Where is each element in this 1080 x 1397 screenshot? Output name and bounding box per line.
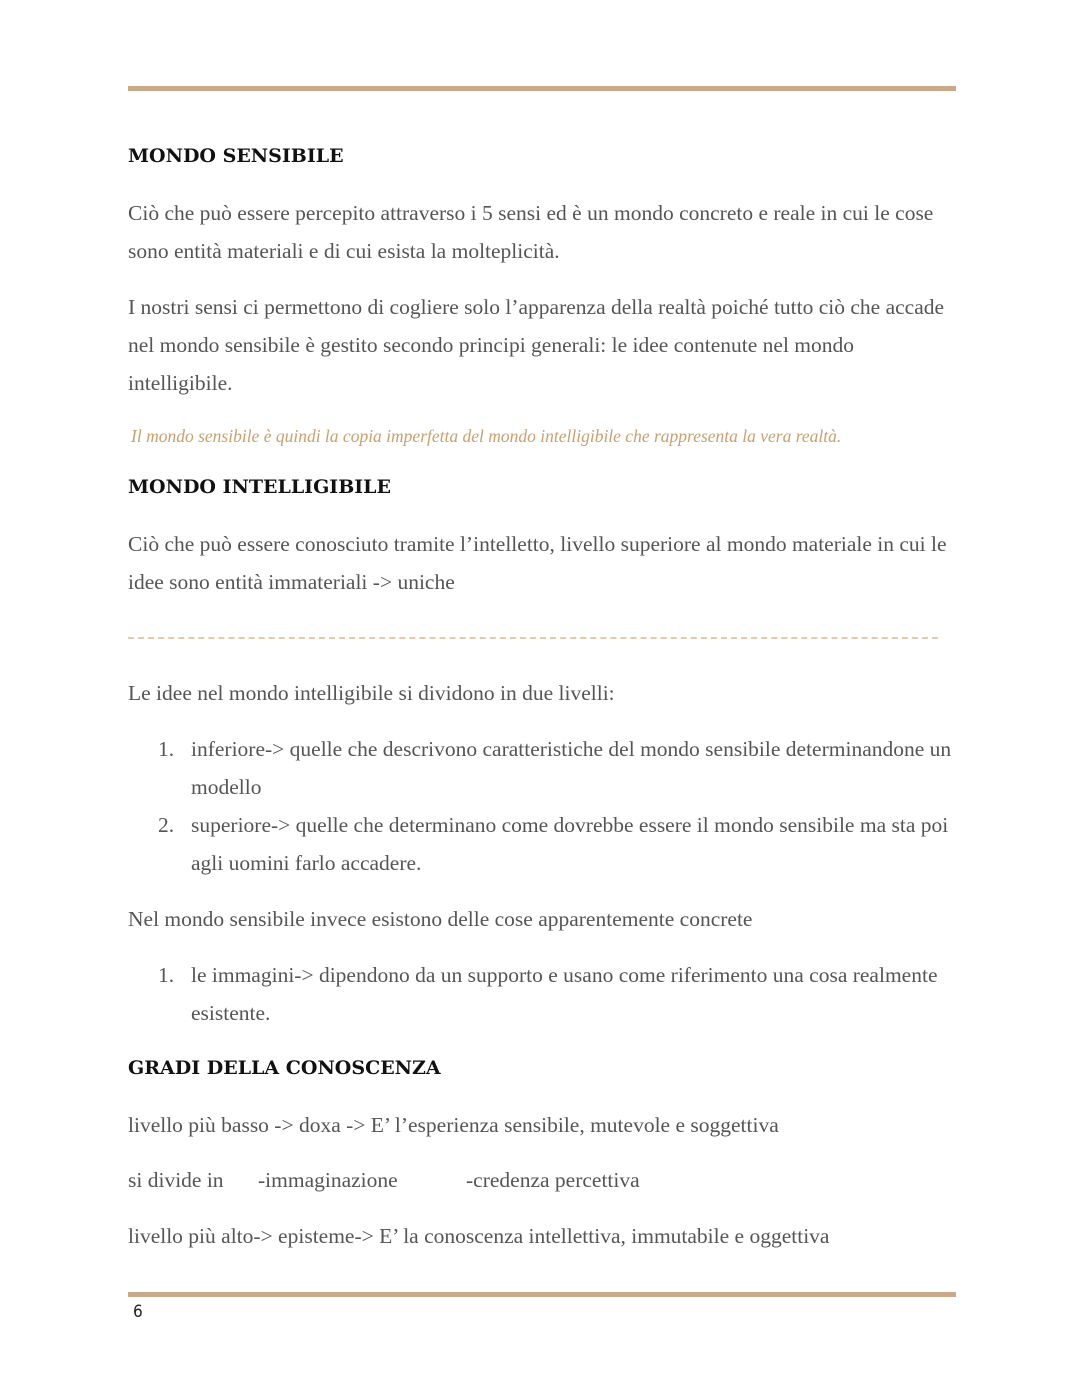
quote-copia-imperfetta: Il mondo sensibile è quindi la copia imperfetta del mondo intelligibile che rappresenta la vera realtà. (131, 426, 842, 446)
list-text: inferiore-> quelle che descrivono caratteristiche del mondo sensibile determinandone un modello (191, 737, 952, 799)
list-item (128, 806, 958, 882)
list-number: 1. (158, 737, 175, 761)
dashed-divider (128, 637, 938, 639)
divide-label: si divide in (128, 1168, 224, 1192)
heading-gradi-conoscenza: GRADI DELLA CONOSCENZA (128, 1057, 441, 1079)
heading-mondo-sensibile: MONDO SENSIBILE (128, 145, 344, 167)
list-number: 1. (158, 963, 175, 987)
paragraph-livello-alto: livello più alto-> episteme-> E’ la conoscenza intellettiva, immutabile e oggettiva (128, 1224, 830, 1248)
paragraph-sensibile-intro: Nel mondo sensibile invece esistono delle cose apparentemente concrete (128, 907, 753, 931)
paragraph-intelligibile-1: Ciò che può essere conosciuto tramite l’intelletto, livello superiore al mondo materiale in cui le idee sono entità immateriali -> uniche (128, 532, 947, 594)
paragraph-sensibile-1: Ciò che può essere percepito attraverso i 5 sensi ed è un mondo concreto e reale in cui le cose sono entità materiali e di cui esista la molteplicità. (128, 201, 934, 263)
list-text: le immagini-> dipendono da un supporto e usano come riferimento una cosa realmente esistente. (191, 963, 938, 1025)
bottom-rule (128, 1292, 956, 1297)
divide-option-credenza: -credenza percettiva (466, 1168, 640, 1192)
list-text: superiore-> quelle che determinano come dovrebbe essere il mondo sensibile ma sta poi agli uomini farlo accadere. (191, 813, 949, 875)
list-item (128, 956, 958, 1032)
heading-mondo-intelligibile: MONDO INTELLIGIBILE (128, 476, 391, 498)
list-item (128, 730, 958, 806)
divide-option-immaginazione: -immaginazione (258, 1168, 398, 1192)
top-rule (128, 86, 956, 91)
paragraph-sensibile-2: I nostri sensi ci permettono di cogliere solo l’apparenza della realtà poiché tutto ciò che accade nel mondo sensibile è gestito secondo principi generali: le idee contenute nel mondo intelligibile. (128, 295, 945, 395)
paragraph-livelli-intro: Le idee nel mondo intelligibile si dividono in due livelli: (128, 681, 615, 705)
divide-row (128, 1161, 958, 1199)
list-number: 2. (158, 813, 175, 837)
paragraph-livello-basso: livello più basso -> doxa -> E’ l’esperienza sensibile, mutevole e soggettiva (128, 1113, 779, 1137)
page-number: 6 (133, 1302, 143, 1322)
